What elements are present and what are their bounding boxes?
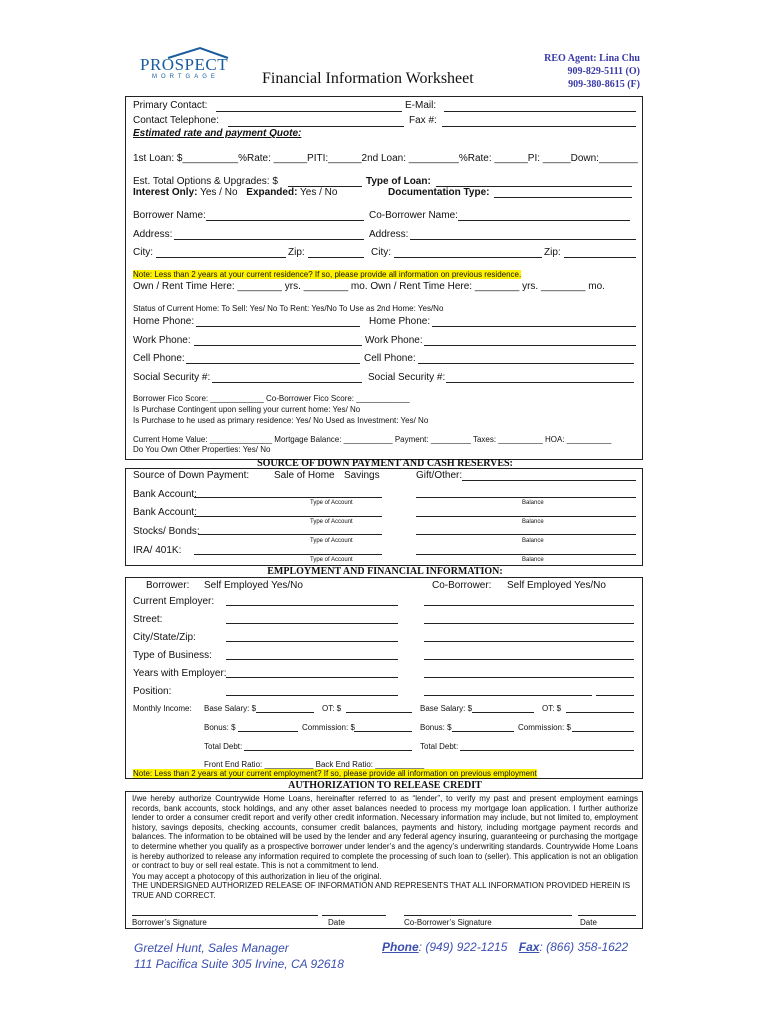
position-field[interactable] bbox=[226, 695, 398, 696]
co-position-field-2[interactable] bbox=[596, 695, 634, 696]
borrower-signature-field[interactable] bbox=[132, 915, 318, 916]
bank2-type-caption: Type of Account bbox=[310, 519, 353, 525]
agent-name: REO Agent: Lina Chu bbox=[544, 53, 640, 64]
type-business-label: Type of Business: bbox=[133, 650, 212, 661]
ratios-row: Front End Ratio: ___________ Back End Ratio: ___________ bbox=[204, 760, 425, 769]
co-work-phone-label: Work Phone: bbox=[365, 335, 423, 346]
fico-row: Borrower Fico Score: ____________ Co-Borrower Fico Score: ____________ bbox=[133, 394, 410, 403]
bank1-label: Bank Account: bbox=[133, 489, 197, 500]
agent-office: 909-829-5111 (O) bbox=[567, 66, 640, 77]
type-of-loan-label: Type of Loan: bbox=[366, 176, 431, 187]
bank1-type-caption: Type of Account bbox=[310, 500, 353, 506]
co-base-salary-field[interactable] bbox=[472, 712, 534, 713]
borrower-date-label: Date bbox=[328, 918, 345, 927]
monthly-income-label: Monthly Income: bbox=[133, 704, 192, 713]
bank1-balance-field[interactable] bbox=[416, 497, 636, 498]
down-payment-box bbox=[125, 468, 643, 566]
bank2-balance-field[interactable] bbox=[416, 516, 636, 517]
co-address-field[interactable] bbox=[410, 239, 636, 240]
primary-contact-label: Primary Contact: bbox=[133, 100, 208, 111]
logo-name: PROSPECT bbox=[140, 55, 229, 74]
note-residence: Note: Less than 2 years at your current residence? If so, please provide all information on previous residence. bbox=[133, 270, 522, 279]
bonus-field[interactable] bbox=[238, 731, 298, 732]
first-loan-row: 1st Loan: $__________%Rate: ______PITI:______2nd Loan: _________%Rate: ______PI: _____Down:_______ bbox=[133, 153, 638, 164]
address-label: Address: bbox=[133, 229, 173, 240]
cell-phone-label: Cell Phone: bbox=[133, 353, 185, 364]
contact-telephone-label: Contact Telephone: bbox=[133, 115, 219, 126]
logo bbox=[138, 46, 238, 84]
co-commission-label: Commission: $ bbox=[518, 723, 571, 732]
co-base-salary-label: Base Salary: $ bbox=[420, 704, 473, 713]
expanded-label: Expanded: bbox=[246, 187, 298, 198]
agent-fax: 909-380-8615 (F) bbox=[568, 79, 640, 90]
work-phone-field[interactable] bbox=[194, 345, 362, 346]
position-label: Position: bbox=[133, 686, 172, 697]
footer-contact bbox=[134, 940, 344, 972]
borrower-signature-label: Borrower’s Signature bbox=[132, 918, 207, 927]
stocks-balance-field[interactable] bbox=[416, 534, 636, 535]
stocks-balance-caption: Balance bbox=[522, 538, 544, 544]
sale-of-home[interactable]: Sale of Home bbox=[274, 470, 335, 481]
co-home-phone-field[interactable] bbox=[432, 326, 636, 327]
interest-only-label: Interest Only: bbox=[133, 187, 198, 198]
est-total-label: Est. Total Options & Upgrades: $ bbox=[133, 176, 278, 187]
co-total-debt-field[interactable] bbox=[460, 750, 634, 751]
co-ot-field[interactable] bbox=[566, 712, 634, 713]
co-borrower-signature-label: Co-Borrower’s Signature bbox=[404, 918, 492, 927]
authorization-undersigned: THE UNDERSIGNED AUTHORIZED RELEASE OF INFORMATION AND REPRESENTS THAT ALL INFORMATION PROVIDED HEREIN IS TRUE AND CORRECT. bbox=[132, 881, 631, 900]
current-employer-label: Current Employer: bbox=[133, 596, 215, 607]
home-phone-field[interactable] bbox=[196, 326, 360, 327]
co-position-field[interactable] bbox=[424, 695, 592, 696]
footer-fax: : (866) 358-1622 bbox=[539, 940, 629, 954]
agent-block bbox=[530, 52, 640, 91]
note-employment: Note: Less than 2 years at your current employment? If so, please provide all information on previous employment bbox=[133, 769, 537, 778]
co-ssn-label: Social Security #: bbox=[368, 372, 446, 383]
contingent-row: Is Purchase Contingent upon selling your current home: Yes/ No bbox=[133, 405, 361, 414]
authorization-copy: You may accept a photocopy of this authorization in lieu of the original. bbox=[132, 872, 382, 881]
interest-only-row bbox=[133, 187, 337, 198]
co-city-state-zip-field[interactable] bbox=[424, 641, 634, 642]
doc-type-field[interactable] bbox=[494, 197, 632, 198]
co-borrower-signature-field[interactable] bbox=[404, 915, 572, 916]
years-employer-label: Years with Employer: bbox=[133, 668, 227, 679]
expanded-yes-no[interactable]: Yes / No bbox=[300, 187, 338, 198]
borrower-name-label: Borrower Name: bbox=[133, 210, 206, 221]
co-cell-phone-label: Cell Phone: bbox=[364, 353, 416, 364]
other-properties-row: Do You Own Other Properties: Yes/ No bbox=[133, 445, 271, 454]
co-address-label: Address: bbox=[369, 229, 409, 240]
total-debt-label: Total Debt: bbox=[204, 742, 243, 751]
footer-phone-label: Phone bbox=[382, 940, 419, 954]
total-debt-field[interactable] bbox=[244, 750, 412, 751]
footer-phone: : (949) 922-1215 bbox=[418, 940, 508, 954]
city-state-zip-field[interactable] bbox=[226, 641, 398, 642]
co-ot-label: OT: $ bbox=[542, 704, 562, 713]
city-field[interactable] bbox=[156, 257, 286, 258]
co-borrower-name-field[interactable] bbox=[458, 220, 630, 221]
ira-label: IRA/ 401K: bbox=[133, 545, 182, 556]
commission-field[interactable] bbox=[354, 731, 412, 732]
doc-type-label: Documentation Type: bbox=[388, 187, 490, 198]
co-borrower-name-label: Co-Borrower Name: bbox=[369, 210, 458, 221]
estimated-quote-label: Estimated rate and payment Quote: bbox=[133, 128, 302, 139]
own-rent-row: Own / Rent Time Here: ________ yrs. ________ mo. Own / Rent Time Here: ________ yrs. ________ mo. bbox=[133, 281, 605, 292]
gift-field[interactable] bbox=[462, 480, 636, 481]
stocks-type-field[interactable] bbox=[198, 534, 382, 535]
co-zip-field[interactable] bbox=[564, 257, 636, 258]
work-phone-label: Work Phone: bbox=[133, 335, 191, 346]
borrower-date-field[interactable] bbox=[322, 915, 386, 916]
stocks-type-caption: Type of Account bbox=[310, 538, 353, 544]
co-work-phone-field[interactable] bbox=[424, 345, 636, 346]
borrower-self-employed[interactable]: Self Employed Yes/No bbox=[204, 580, 303, 591]
co-borrower-self-employed[interactable]: Self Employed Yes/No bbox=[507, 580, 606, 591]
employment-header: EMPLOYMENT AND FINANCIAL INFORMATION: bbox=[267, 566, 503, 577]
address-field[interactable] bbox=[174, 239, 364, 240]
ot-field[interactable] bbox=[346, 712, 412, 713]
email-label: E-Mail: bbox=[405, 100, 437, 111]
co-cell-phone-field[interactable] bbox=[418, 363, 634, 364]
bank2-type-field[interactable] bbox=[194, 516, 382, 517]
email-field[interactable] bbox=[444, 111, 636, 112]
primary-residence-row: Is Purchase to he used as primary residence: Yes/ No Used as Investment: Yes/ No bbox=[133, 416, 429, 425]
city-label: City: bbox=[133, 247, 153, 258]
bank2-balance-caption: Balance bbox=[522, 519, 544, 525]
co-total-debt-label: Total Debt: bbox=[420, 742, 459, 751]
fax-label: Fax #: bbox=[409, 115, 437, 126]
home-phone-label: Home Phone: bbox=[133, 316, 195, 327]
current-employer-field[interactable] bbox=[226, 605, 398, 606]
co-borrower-label: Co-Borrower: bbox=[432, 580, 492, 591]
ira-type-field[interactable] bbox=[194, 554, 382, 555]
down-payment-header: SOURCE OF DOWN PAYMENT AND CASH RESERVES: bbox=[257, 458, 513, 469]
bank2-label: Bank Account: bbox=[133, 507, 197, 518]
borrower-name-field[interactable] bbox=[206, 220, 364, 221]
co-borrower-date-field[interactable] bbox=[578, 915, 636, 916]
footer-manager: Gretzel Hunt, Sales Manager bbox=[134, 941, 289, 955]
base-salary-label: Base Salary: $ bbox=[204, 704, 257, 713]
co-ssn-field[interactable] bbox=[446, 382, 634, 383]
street-field[interactable] bbox=[226, 623, 398, 624]
interest-only-yes-no[interactable]: Yes / No bbox=[200, 187, 238, 198]
co-years-employer-field[interactable] bbox=[424, 677, 634, 678]
city-state-zip-label: City/State/Zip: bbox=[133, 632, 196, 643]
type-business-field[interactable] bbox=[226, 659, 398, 660]
co-home-phone-label: Home Phone: bbox=[369, 316, 431, 327]
borrower-label: Borrower: bbox=[146, 580, 190, 591]
footer-fax-label: Fax bbox=[518, 940, 540, 954]
primary-contact-field[interactable] bbox=[216, 111, 402, 112]
authorization-header: AUTHORIZATION TO RELEASE CREDIT bbox=[288, 780, 482, 791]
street-label: Street: bbox=[133, 614, 163, 625]
bank1-balance-caption: Balance bbox=[522, 500, 544, 506]
stocks-label: Stocks/ Bonds: bbox=[133, 526, 200, 537]
savings[interactable]: Savings bbox=[344, 470, 380, 481]
source-label: Source of Down Payment: bbox=[133, 470, 250, 481]
co-city-label: City: bbox=[371, 247, 391, 258]
ira-type-caption: Type of Account bbox=[310, 557, 353, 563]
co-borrower-date-label: Date bbox=[580, 918, 597, 927]
status-current-home: Status of Current Home: To Sell: Yes/ No To Rent: Yes/No To Use as 2nd Home: Yes/No bbox=[133, 304, 444, 313]
bank1-type-field[interactable] bbox=[194, 497, 382, 498]
zip-field[interactable] bbox=[308, 257, 364, 258]
fax-field[interactable] bbox=[442, 126, 636, 127]
ssn-label: Social Security #: bbox=[133, 372, 211, 383]
contact-telephone-field[interactable] bbox=[228, 126, 404, 127]
ssn-field[interactable] bbox=[212, 382, 362, 383]
ira-balance-field[interactable] bbox=[416, 554, 636, 555]
footer-phone-fax bbox=[382, 940, 628, 954]
zip-label: Zip: bbox=[288, 247, 305, 258]
co-current-employer-field[interactable] bbox=[424, 605, 634, 606]
co-commission-field[interactable] bbox=[572, 731, 634, 732]
commission-label: Commission: $ bbox=[302, 723, 355, 732]
logo-sub: MORTGAGE bbox=[152, 74, 219, 80]
co-bonus-label: Bonus: $ bbox=[420, 723, 452, 732]
bonus-label: Bonus: $ bbox=[204, 723, 236, 732]
co-zip-label: Zip: bbox=[544, 247, 561, 258]
page-title: Financial Information Worksheet bbox=[262, 70, 474, 87]
ira-balance-caption: Balance bbox=[522, 557, 544, 563]
co-bonus-field[interactable] bbox=[452, 731, 514, 732]
home-value-row: Current Home Value: ______________ Mortgage Balance: ___________ Payment: _________ Taxes: __________ HOA: __________ bbox=[133, 435, 612, 444]
co-city-field[interactable] bbox=[394, 257, 542, 258]
ot-label: OT: $ bbox=[322, 704, 342, 713]
base-salary-field[interactable] bbox=[256, 712, 314, 713]
gift-label: Gift/Other: bbox=[416, 470, 463, 481]
years-employer-field[interactable] bbox=[226, 677, 398, 678]
footer-address: 111 Pacifica Suite 305 Irvine, CA 92618 bbox=[134, 957, 344, 971]
co-type-business-field[interactable] bbox=[424, 659, 634, 660]
co-street-field[interactable] bbox=[424, 623, 634, 624]
authorization-text: I/we hereby authorize Countrywide Home Loans, hereinafter referred to as “lender”, to verify my past and present employment earnings records, bank accounts, stock holdings, and any other asset balances needed to process my mortgage loan application. I further authorize lender to order a consumer credit report and verify other credit information. Necessary information may include, but not limited to, employment history, savings deposits, checking accounts, consumer credit balances, payments and history, including mortgage payment records and balances. The information to be obtained will be used by the lender and any federal agency insuring, guaranteeing or purchasing the mortgage to determine whether you qualify as a prospective borrower under lender’s and the agency’s underwriting standards. Countrywide Home Loans is hereby authorized to release any information required to complete the processing of such loan to (seller). This application is not an obligation or contract to buy or sell real estate. This is not a commitment to lend. bbox=[132, 794, 638, 871]
cell-phone-field[interactable] bbox=[186, 363, 360, 364]
